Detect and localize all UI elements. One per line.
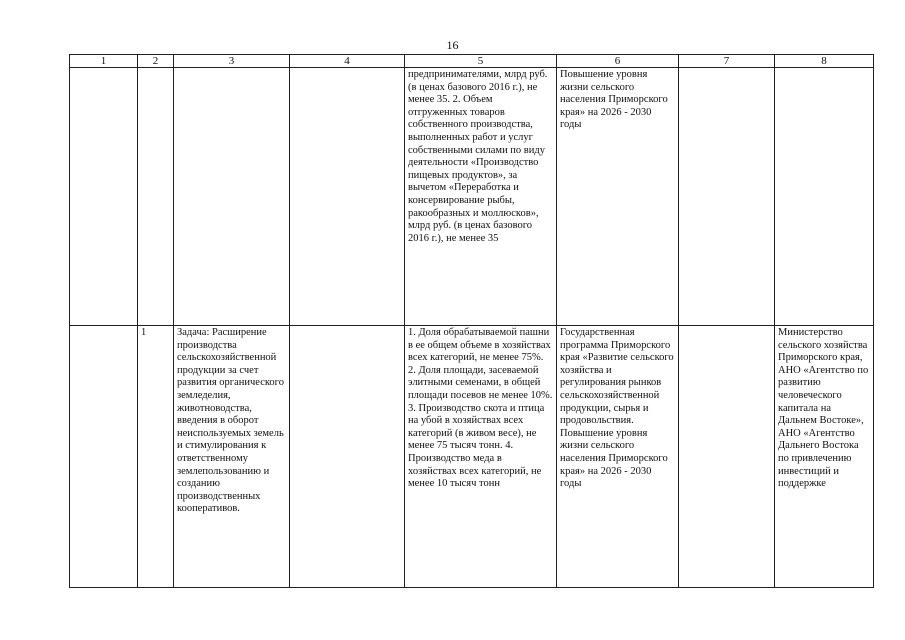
row-number-cell: 1 xyxy=(138,326,174,588)
program-cell: Повышение уровня жизни сельского населения Приморского края» на 2026 - 2030 годы xyxy=(557,68,679,326)
column-header-6: 6 xyxy=(557,55,679,68)
program-cell: Государственная программа Приморского края «Развитие сельского хозяйства и регулирования рынков сельскохозяйственной продукции, сырья и продовольствия. Повышение уровня жизни сельского населения Приморского края» на 2026 - 2030 годы xyxy=(557,326,679,588)
table-cell xyxy=(290,326,405,588)
column-header-3: 3 xyxy=(174,55,290,68)
column-header-5: 5 xyxy=(405,55,557,68)
table-row xyxy=(70,68,874,326)
document-table xyxy=(69,54,874,588)
column-header-1: 1 xyxy=(70,55,138,68)
column-header-row xyxy=(70,55,874,68)
table-cell xyxy=(679,326,775,588)
indicators-cell: предпринимателями, млрд руб. (в ценах базового 2016 г.), не менее 35. 2. Объем отгруженных товаров собственного производства, выполненных работ и услуг собственными силами по виду деятельности «Производство пищевых продуктов», за вычетом «Переработка и консервирование рыбы, ракообразных и моллюсков», млрд руб. (в ценах базового 2016 г.), не менее 35 xyxy=(405,68,557,326)
responsible-cell: Министерство сельского хозяйства Приморского края, АНО «Агентство по развитию человеческого капитала на Дальнем Востоке», АНО «Агентство Дальнего Востока по привлечению инвестиций и поддержке xyxy=(775,326,874,588)
page-number: 16 xyxy=(446,38,459,52)
column-header-8: 8 xyxy=(775,55,874,68)
column-header-7: 7 xyxy=(679,55,775,68)
table-cell xyxy=(70,326,138,588)
table-cell xyxy=(290,68,405,326)
indicators-cell: 1. Доля обрабатываемой пашни в ее общем объеме в хозяйствах всех категорий, не менее 75%. 2. Доля площади, засеваемой элитными семенами, в общей площади посевов не менее 10%. 3. Производство скота и птица на убой в хозяйствах всех категорий (в живом весе), не менее 75 тысяч тонн. 4. Производство меда в хозяйствах всех категорий, не менее 10 тысяч тонн xyxy=(405,326,557,588)
table-cell xyxy=(174,68,290,326)
table-cell xyxy=(679,68,775,326)
column-header-2: 2 xyxy=(138,55,174,68)
table-cell xyxy=(138,68,174,326)
table-cell xyxy=(775,68,874,326)
table-row xyxy=(70,326,874,588)
table-cell xyxy=(70,68,138,326)
task-cell: Задача: Расширение производства сельскохозяйственной продукции за счет развития органического земледелия, животноводства, введения в оборот неиспользуемых земель и стимулирования к ответственному землепользованию и созданию производственных кооперативов. xyxy=(174,326,290,588)
column-header-4: 4 xyxy=(290,55,405,68)
